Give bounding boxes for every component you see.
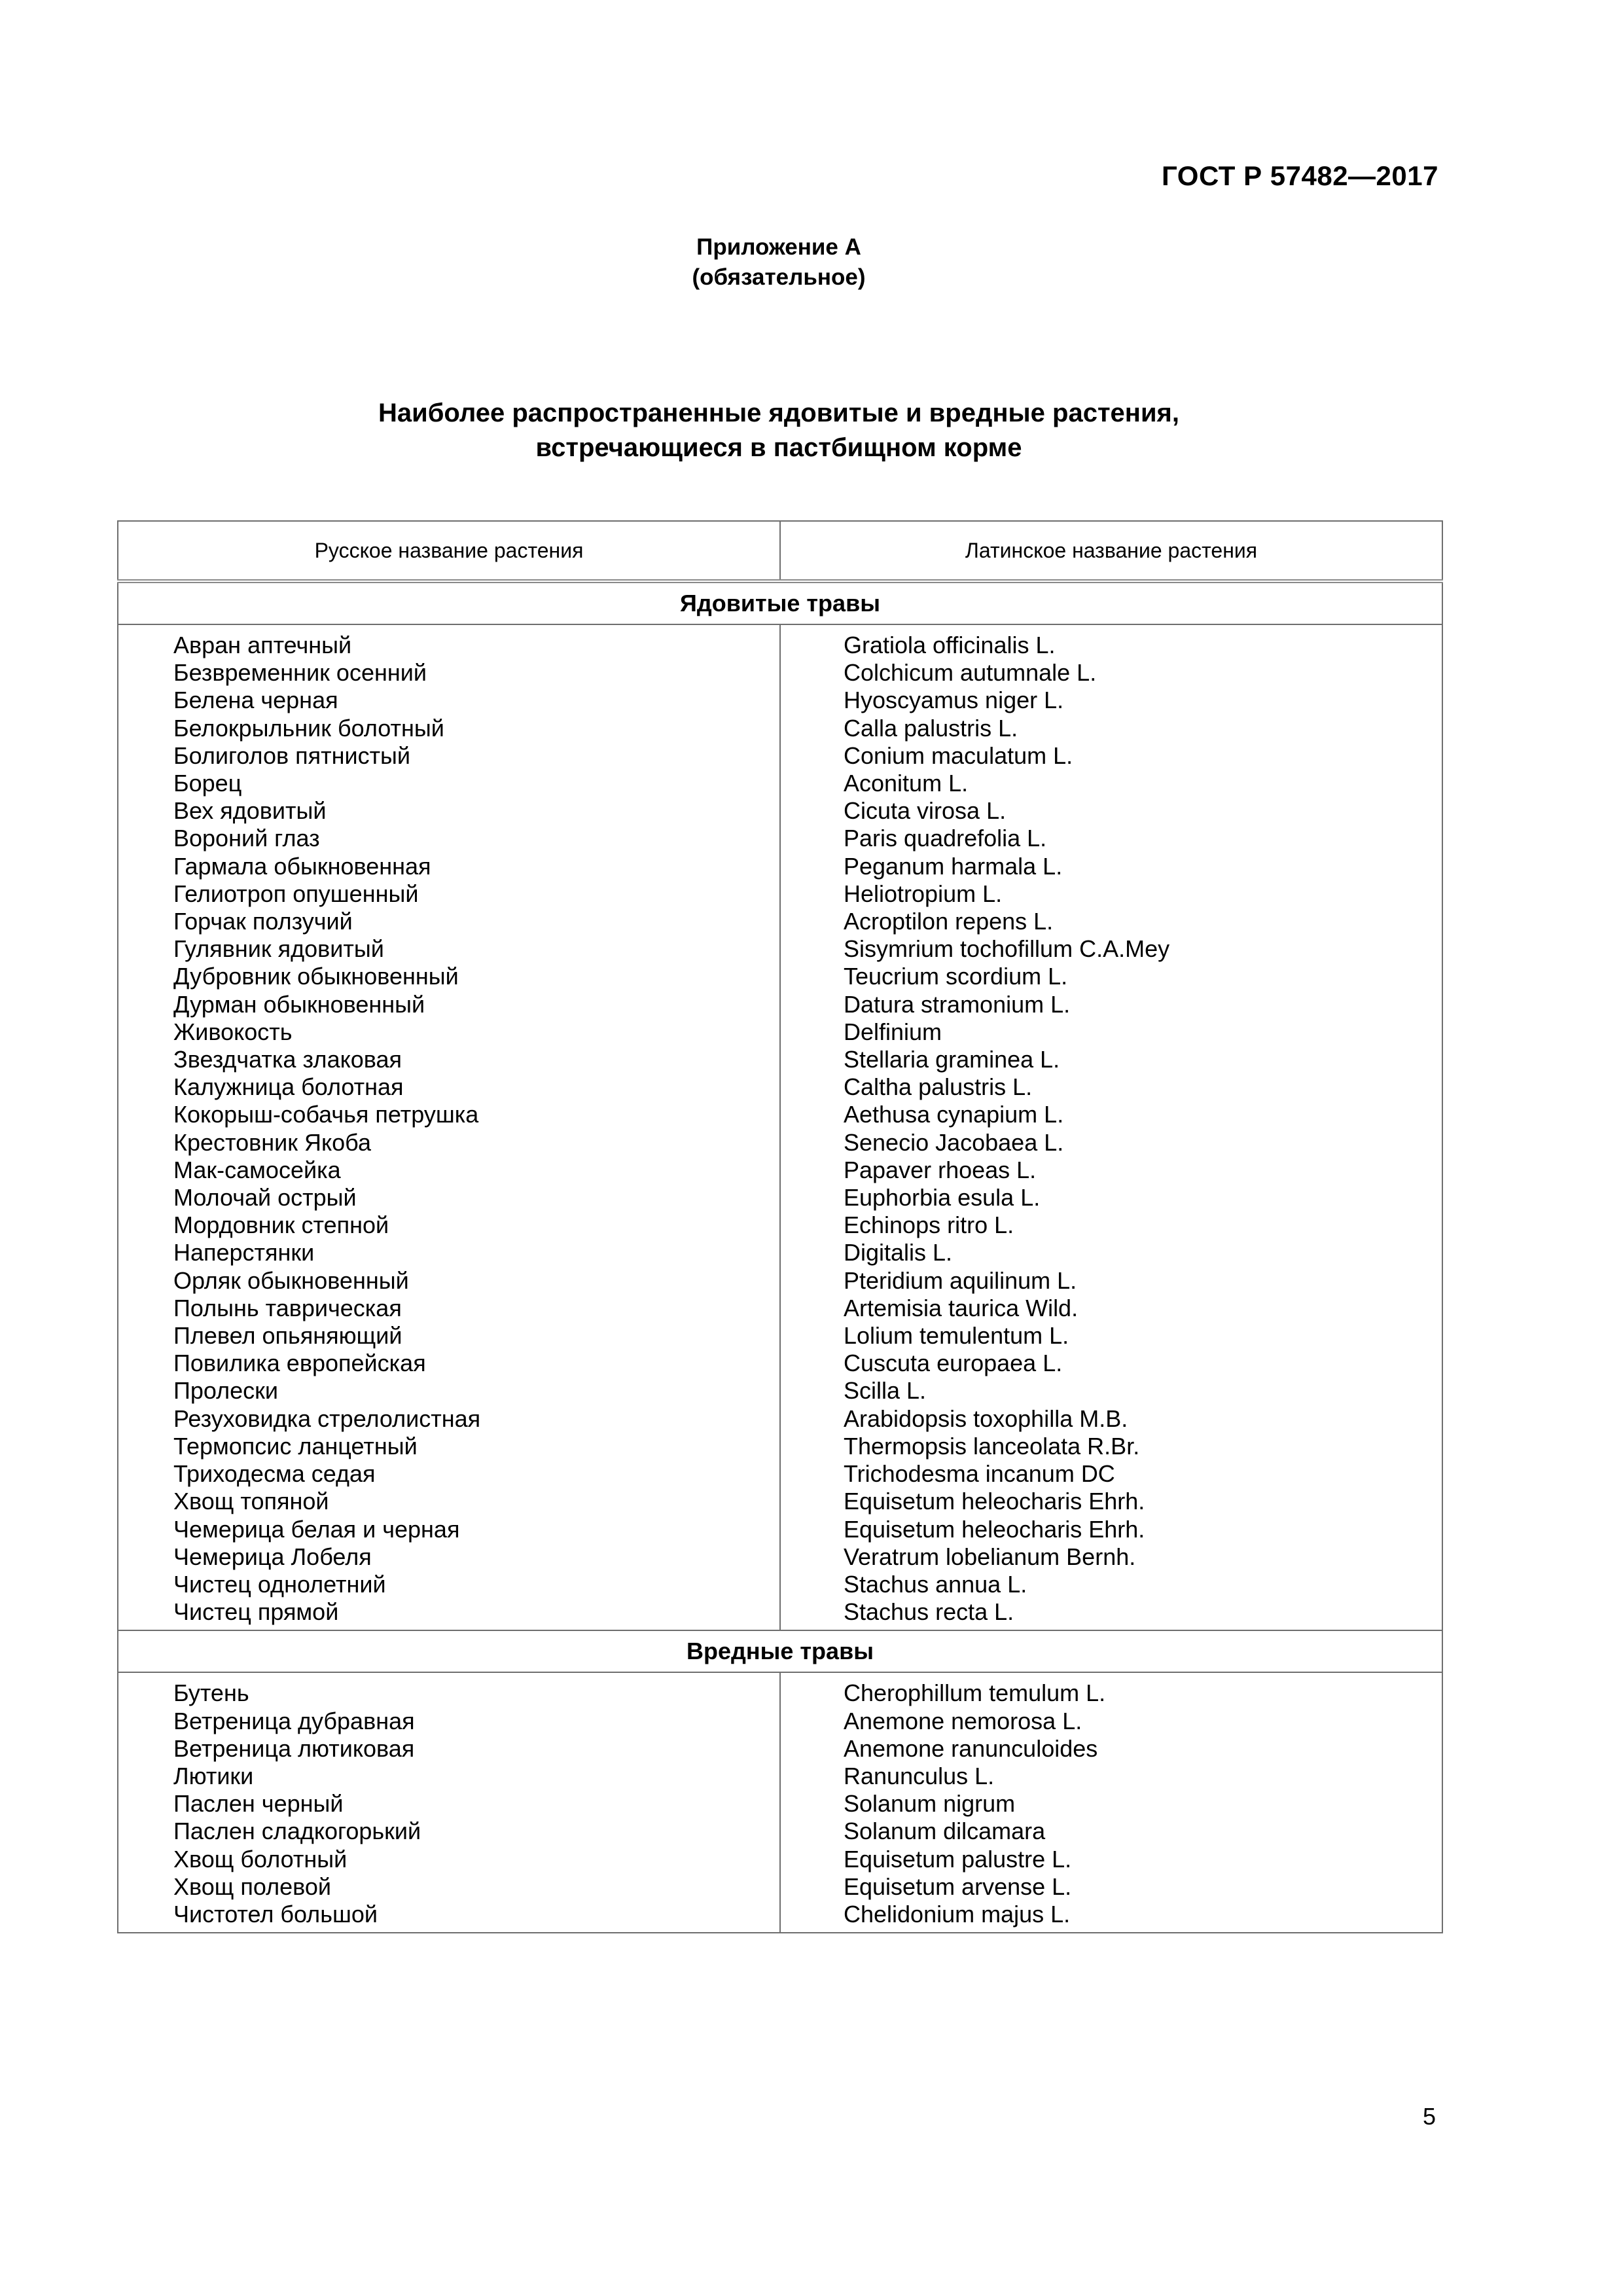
russian-plant-name: Термопсис ланцетный <box>173 1432 418 1460</box>
russian-plant-name: Калужница болотная <box>173 1073 404 1101</box>
section-header-row <box>118 1630 1442 1672</box>
table-header-row <box>118 521 1442 581</box>
latin-plant-name: Ranunculus L. <box>844 1762 995 1789</box>
russian-names-cell <box>118 1672 780 1933</box>
latin-plant-name: Calla palustris L. <box>844 714 1018 742</box>
document-code: ГОСТ Р 57482—2017 <box>1162 160 1438 191</box>
section-list-row <box>118 624 1442 1630</box>
latin-plant-name: Equisetum arvense L. <box>844 1873 1072 1900</box>
russian-plant-name: Авран аптечный <box>173 632 352 658</box>
russian-plant-name: Дубровник обыкновенный <box>173 963 459 990</box>
latin-plant-name: Equisetum palustre L. <box>844 1845 1072 1873</box>
plants-table <box>117 520 1443 1933</box>
russian-plant-name: Хвощ полевой <box>173 1873 331 1900</box>
table-title <box>0 396 1558 465</box>
russian-plant-name: Вороний глаз <box>173 825 320 852</box>
latin-plant-name: Solanum nigrum <box>844 1790 1016 1818</box>
latin-plant-name: Thermopsis lanceolata R.Br. <box>844 1432 1140 1460</box>
latin-plant-name: Paris quadrefolia L. <box>844 825 1047 852</box>
russian-plant-name: Плевел опьяняющий <box>173 1322 402 1350</box>
latin-plant-name: Cherophillum temulum L. <box>844 1679 1106 1707</box>
russian-plant-name: Кокорыш-собачья петрушка <box>173 1101 479 1128</box>
latin-plant-name: Solanum dilcamara <box>844 1818 1046 1845</box>
russian-plant-name: Паслен сладкогорький <box>173 1818 421 1845</box>
russian-plant-name: Белокрыльник болотный <box>173 714 444 742</box>
latin-plant-name: Heliotropium L. <box>844 880 1003 907</box>
russian-plant-name: Гелиотроп опушенный <box>173 880 419 907</box>
russian-plant-name: Паслен черный <box>173 1790 344 1818</box>
russian-plant-name: Повилика европейская <box>173 1350 426 1377</box>
latin-plant-name: Colchicum autumnale L. <box>844 659 1097 687</box>
latin-plant-name: Peganum harmala L. <box>844 852 1063 880</box>
russian-plant-name: Дурман обыкновенный <box>173 990 425 1018</box>
russian-plant-name: Вех ядовитый <box>173 797 327 825</box>
appendix-heading <box>0 232 1558 293</box>
column-header-latin-name: Латинское название растения <box>780 521 1442 581</box>
russian-plant-name: Полынь таврическая <box>173 1294 402 1321</box>
latin-plant-name: Cicuta virosa L. <box>844 797 1007 825</box>
russian-plant-name: Лютики <box>173 1762 254 1789</box>
russian-plant-name: Хвощ болотный <box>173 1845 348 1873</box>
russian-plant-name: Чемерица белая и черная <box>173 1515 460 1543</box>
russian-plant-name: Хвощ топяной <box>173 1488 329 1515</box>
russian-plant-name: Наперстянки <box>173 1239 315 1266</box>
section-list-row <box>118 1672 1442 1933</box>
latin-plant-name: Stellaria graminea L. <box>844 1046 1060 1073</box>
russian-plant-name: Мордовник степной <box>173 1211 389 1239</box>
latin-plant-name: Arabidopsis toxophilla M.B. <box>844 1405 1128 1432</box>
russian-plant-name: Резуховидка стрелолистная <box>173 1405 481 1432</box>
latin-plant-name: Hyoscyamus niger L. <box>844 687 1064 714</box>
latin-plant-name: Equisetum heleocharis Ehrh. <box>844 1515 1145 1543</box>
latin-plant-name: Aconitum L. <box>844 770 969 797</box>
russian-plant-name: Борец <box>173 770 242 797</box>
russian-plant-name: Бутень <box>173 1679 249 1707</box>
column-header-russian-name: Русское название растения <box>118 521 780 581</box>
russian-plant-name: Триходесма седая <box>173 1460 376 1488</box>
latin-plant-name: Euphorbia esula L. <box>844 1184 1041 1211</box>
russian-plant-name: Болиголов пятнистый <box>173 742 411 769</box>
latin-names-cell <box>780 1672 1442 1933</box>
latin-plant-name: Datura stramonium L. <box>844 990 1071 1018</box>
russian-plant-name: Безвременник осенний <box>173 659 427 687</box>
latin-plant-name: Artemisia taurica Wild. <box>844 1294 1079 1321</box>
section-title: Вредные травы <box>118 1630 1442 1672</box>
latin-plant-name: Anemone nemorosa L. <box>844 1707 1082 1734</box>
latin-names-cell <box>780 624 1442 1630</box>
latin-plant-name: Equisetum heleocharis Ehrh. <box>844 1488 1145 1515</box>
latin-plant-name: Delfinium <box>844 1018 942 1045</box>
table-title-line-2: встречающиеся в пастбищном корме <box>535 433 1022 462</box>
russian-plant-name: Гармала обыкновенная <box>173 852 431 880</box>
russian-plant-name: Чемерица Лобеля <box>173 1543 372 1570</box>
appendix-status: (обязательное) <box>692 264 866 290</box>
latin-plant-name: Pteridium aquilinum L. <box>844 1266 1077 1294</box>
latin-plant-name: Gratiola officinalis L. <box>844 632 1056 658</box>
latin-plant-name: Trichodesma incanum DC <box>844 1460 1115 1488</box>
table-title-line-1: Наиболее распространенные ядовитые и вредные растения, <box>378 399 1179 427</box>
latin-plant-name: Anemone ranunculoides <box>844 1734 1098 1762</box>
russian-plant-name: Чистец прямой <box>173 1598 339 1626</box>
russian-plant-name: Ветреница дубравная <box>173 1707 415 1734</box>
russian-plant-name: Горчак ползучий <box>173 908 353 935</box>
section-header-row <box>118 581 1442 624</box>
latin-plant-name: Stachus annua L. <box>844 1570 1027 1598</box>
russian-plant-name: Пролески <box>173 1377 279 1405</box>
latin-plant-name: Sisymrium tochofillum C.A.Mey <box>844 935 1170 963</box>
russian-plant-name: Чистец однолетний <box>173 1570 386 1598</box>
russian-plant-name: Ветреница лютиковая <box>173 1734 415 1762</box>
russian-plant-name: Гулявник ядовитый <box>173 935 384 963</box>
russian-names-cell <box>118 624 780 1630</box>
latin-plant-name: Papaver rhoeas L. <box>844 1156 1037 1183</box>
latin-plant-name: Scilla L. <box>844 1377 927 1405</box>
russian-plant-name: Звездчатка злаковая <box>173 1046 402 1073</box>
section-title: Ядовитые травы <box>118 581 1442 624</box>
latin-plant-name: Stachus recta L. <box>844 1598 1014 1626</box>
latin-plant-name: Chelidonium majus L. <box>844 1900 1071 1928</box>
latin-plant-name: Lolium temulentum L. <box>844 1322 1069 1350</box>
russian-plant-name: Живокость <box>173 1018 293 1045</box>
russian-plant-name: Белена черная <box>173 687 338 714</box>
latin-plant-name: Digitalis L. <box>844 1239 953 1266</box>
latin-plant-name: Veratrum lobelianum Bernh. <box>844 1543 1136 1570</box>
russian-plant-name: Чистотел большой <box>173 1900 378 1928</box>
appendix-title: Приложение А <box>696 234 861 260</box>
russian-plant-name: Молочай острый <box>173 1184 357 1211</box>
latin-plant-name: Aethusa cynapium L. <box>844 1101 1064 1128</box>
latin-plant-name: Teucrium scordium L. <box>844 963 1068 990</box>
latin-plant-name: Caltha palustris L. <box>844 1073 1033 1101</box>
latin-plant-name: Conium maculatum L. <box>844 742 1073 769</box>
latin-plant-name: Cuscuta europaea L. <box>844 1350 1063 1377</box>
latin-plant-name: Senecio Jacobaea L. <box>844 1128 1064 1156</box>
latin-plant-name: Echinops ritro L. <box>844 1211 1014 1239</box>
page-number: 5 <box>1422 2103 1436 2130</box>
latin-plant-name: Acroptilon repens L. <box>844 908 1054 935</box>
table-body <box>118 581 1442 1933</box>
russian-plant-name: Орляк обыкновенный <box>173 1266 409 1294</box>
russian-plant-name: Крестовник Якоба <box>173 1128 371 1156</box>
russian-plant-name: Мак-самосейка <box>173 1156 341 1183</box>
